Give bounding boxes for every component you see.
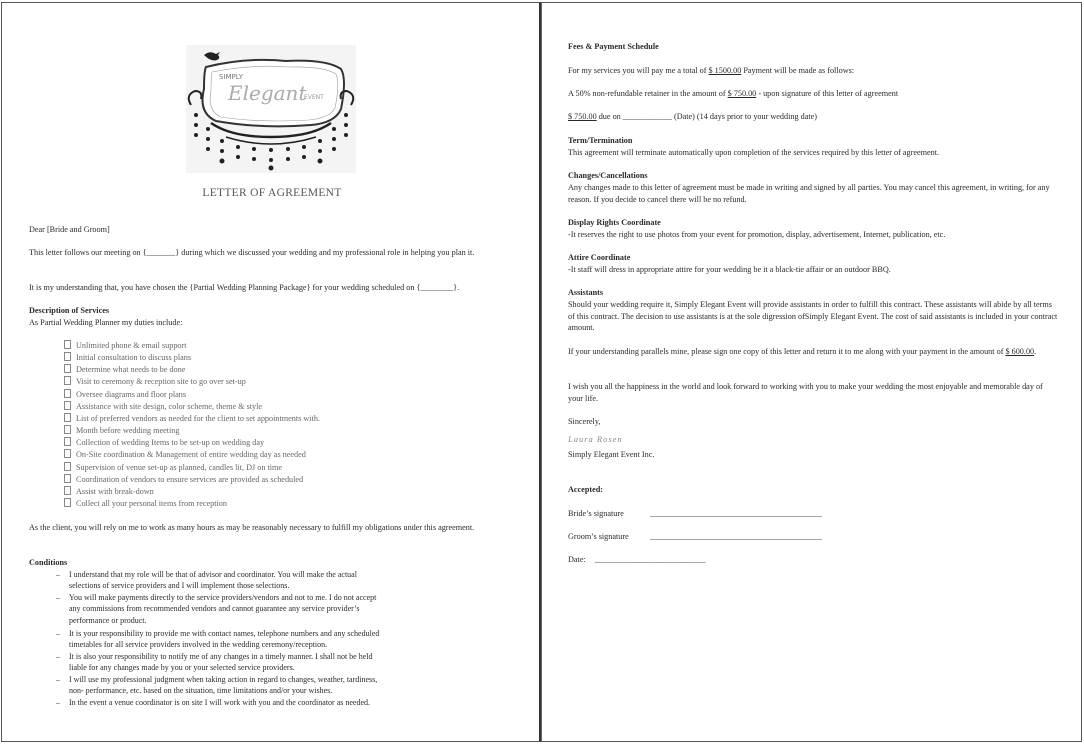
service-item: List of preferred vendors as needed for the client to set appointments with. [64, 413, 320, 425]
client-paragraph: As the client, you will rely on me to work as many hours as may be reasonably necessary to fulfill my obligations under this agreement. [29, 523, 475, 532]
logo-top-text: SIMPLY [219, 73, 244, 81]
service-item: Oversee diagrams and floor plans [64, 389, 186, 401]
changes-heading: Changes/Cancellations [568, 171, 648, 180]
wish-paragraph: I wish you all the happiness in the world and look forward to working with you to make your wedding the most enjoyable and memorable day of your life. [568, 382, 1043, 403]
service-item: Unlimited phone & email support [64, 340, 187, 352]
fees-line: For my services you will pay me a total of $ 1500.00 Payment will be made as follows: [568, 66, 855, 75]
service-item: Initial consultation to discuss plans [64, 352, 191, 364]
left-page: SIMPLY Elegant EVENT LETTER OF AGREEMENT Dear [Bride and Groom] This letter follows our meeting on {_______} during which we discussed your wedding and my professional role in helping you plan it. It is my understanding that, you have chosen the {Partial Wedding Planning Package} for your wedding scheduled on {________}. Description of Services As Partial Wedding Planner my duties include: Unlimited phone & email support Initial consultation to discuss plans Determine what needs to be done Visit to ceremony & reception site to go over set-up Oversee diagrams and floor plans Assistance with site design, color scheme, theme & style List of preferred vendors as needed for the client to set appointments with. Month before wedding meeting Collection of wedding Items to be set-up on wedding day On-Site coordination & Management of entire wedding day as needed Supervision of venue set-up as planned, candles lit, DJ on time Coordination of vendors to ensure services are provided as scheduled Assist with break-down Collect all your personal items from reception As the client, you will rely on me to work as many hours as may be reasonably necessary to fulfill my obligations under this agreement. Conditions – I understand that my role will be that of advisor and coordinator. You will make the actual selections of service providers and I will implement those selections. – You will make payments directly to the service providers/vendors and not to me. I do not accept any commissions from recommended vendors and cannot guarantee any service provider’s performance or product. – It is your responsibility to provide me with contact names, telephone numbers and any scheduled timetables for all service providers involved in the wedding ceremony/reception. – It is also your responsibility to notify me of any changes in a timely manner. I shall not be held liable for any changes made by you or your selected service providers. – I will use my professional judgment when taking action in regard to changes, weather, tardiness, non- performance, etc. based on the situation, time limitations and/or your wishes. – In the event a venue coordinator is on site I will work with you and the coordinator as needed. [1, 2, 541, 742]
due-amount: $ 750.00 [568, 112, 597, 121]
checkbox-icon [64, 376, 71, 385]
package-paragraph: It is my understanding that, you have chosen the {Partial Wedding Planning Package} for your wedding scheduled on {________}. [29, 283, 460, 292]
checkbox-icon [64, 401, 71, 410]
checkbox-icon [64, 413, 71, 422]
checkbox-icon [64, 449, 71, 458]
service-item: Collect all your personal items from reception [64, 498, 227, 510]
assistants-text: Should your wedding require it, Simply Elegant Event will provide assistants in order to fulfill this contract. These assistants will abide by all terms of this contract. The decision to use assistants is at the sole digression ofSimply Elegant Event. The cost of said assistants is included in your contract amount. [568, 300, 1058, 332]
logo-side-text: EVENT [304, 94, 324, 101]
conditions-heading: Conditions [29, 558, 68, 567]
final-amount: $ 600.00 [1005, 347, 1035, 356]
closing: Sincerely, [568, 417, 601, 426]
display-text: -It reserves the right to use photos from your event for promotion, display, advertisement, Internet, publication, etc. [568, 230, 946, 239]
display-heading: Display Rights Coordinate [568, 218, 661, 227]
service-item: On-Site coordination & Management of entire wedding day as needed [64, 449, 306, 461]
service-item: Supervision of venue set-up as planned, candles lit, DJ on time [64, 462, 282, 474]
accepted-label: Accepted: [568, 485, 604, 494]
company-name: Simply Elegant Event Inc. [568, 450, 655, 459]
checkbox-icon [64, 474, 71, 483]
term-text: This agreement will terminate automatically upon completion of the services required by this letter of agreement. [568, 148, 940, 157]
services-intro: As Partial Wedding Planner my duties include: [29, 318, 183, 327]
date-label: Date: [568, 555, 586, 564]
checkbox-icon [64, 364, 71, 373]
assistants-heading: Assistants [568, 288, 604, 297]
salutation: Dear [Bride and Groom] [29, 225, 110, 234]
retainer-line: A 50% non-refundable retainer in the amount of $ 750.00 - upon signature of this letter of agreement [568, 89, 899, 98]
simply-elegant-logo [186, 45, 356, 173]
checkbox-icon [64, 498, 71, 507]
checkbox-icon [64, 352, 71, 361]
bride-signature-line[interactable]: __________________________________________ [650, 509, 822, 518]
attire-text: -It staff will dress in appropriate attire for your wedding be it a black-tie affair or an outdoor BBQ. [568, 265, 891, 274]
services-heading: Description of Services [29, 306, 110, 315]
service-item: Collection of wedding Items to be set-up on wedding day [64, 437, 264, 449]
changes-text: Any changes made to this letter of agreement must be made in writing and signed by all parties. You may cancel this agreement, in writing, for any reason. If you decide to cancel there will be no refund. [568, 183, 1050, 204]
checkbox-icon [64, 462, 71, 471]
service-item: Determine what needs to be done [64, 364, 185, 376]
handwritten-signature: Laura Rosen [568, 434, 623, 444]
checkbox-icon [64, 340, 71, 349]
fees-heading: Fees & Payment Schedule [568, 42, 659, 51]
attire-heading: Attire Coordinate [568, 253, 631, 262]
service-item: Month before wedding meeting [64, 425, 179, 437]
term-heading: Term/Termination [568, 136, 633, 145]
due-line: $ 750.00 due on ____________ (Date) (14 days prior to your wedding date) [568, 112, 817, 121]
checkbox-icon [64, 389, 71, 398]
checkbox-icon [64, 425, 71, 434]
date-line[interactable]: ___________________________ [595, 555, 706, 564]
meeting-paragraph: This letter follows our meeting on {_______} during which we discussed your wedding and my professional role in helping you plan it. [29, 248, 475, 257]
service-item: Assistance with site design, color scheme, theme & style [64, 401, 262, 413]
bride-signature-label: Bride’s signature [568, 509, 624, 518]
agreement-paragraph: If your understanding parallels mine, please sign one copy of this letter and return it to me along with your payment in the amount of $ 600.00. [568, 347, 1037, 356]
fees-total: $ 1500.00 [708, 66, 742, 75]
groom-signature-label: Groom’s signature [568, 532, 629, 541]
groom-signature-line[interactable]: __________________________________________ [650, 532, 822, 541]
logo-main-text: Elegant [228, 81, 307, 105]
retainer-amount: $ 750.00 [727, 89, 757, 98]
agreement-title: LETTER OF AGREEMENT [202, 187, 342, 199]
checkbox-icon [64, 486, 71, 495]
service-item: Visit to ceremony & reception site to go over set-up [64, 376, 246, 388]
right-page [541, 2, 1082, 742]
service-item: Coordination of vendors to ensure services are provided as scheduled [64, 474, 303, 486]
service-item: Assist with break-down [64, 486, 154, 498]
checkbox-icon [64, 437, 71, 446]
